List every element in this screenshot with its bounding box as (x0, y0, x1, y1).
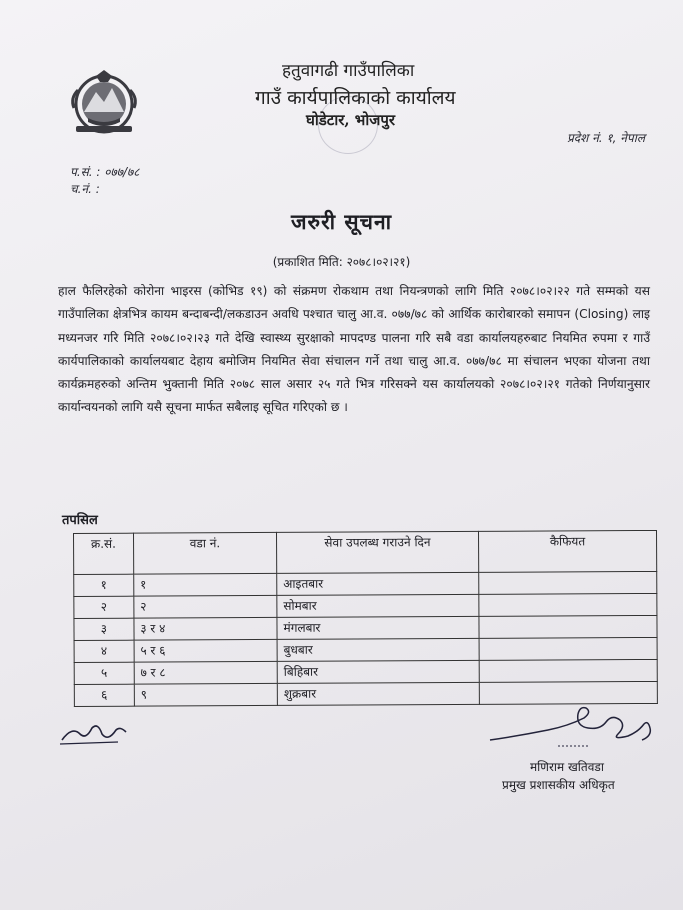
notice-body: हाल फैलिरहेको कोरोना भाइरस (कोभिड १९) को संक्रमण रोकथाम तथा नियन्त्रणको लागि मिति २०७८।०२।२२ गते सम्मको यस गाउँपालिका क्षेत्रभित्र कायम बन्दाबन्दी/लकडाउन अवधि पश्चात चालु आ.व. ०७७/७८ को आर्थिक कारोबारको समापन (Closing) लाइ मध्यनजर गरि मिति २०७८।०२।२३ गते देखि स्वास्थ्य सुरक्षाको मापदण्ड पालना गरि सबै वडा कार्यालयहरुबाट नियमित रुपमा र गाउँ कार्यपालिकाको कार्यालयबाट देहाय बमोजिम नियमित सेवा संचालन गर्ने तथा चालु आ.व. ०७७/७८ मा संचालन भएका योजना तथा कार्यक्रमहरुको अन्तिम भुक्तानी मिति २०७८ साल असार २५ गते भित्र गरिसक्ने यस कार्यालयको २०७८।०२।२१ गतेको निर्णयानुसार कार्यान्वयनको लागि यसै सूचना मार्फत सबैलाइ सूचित गरिएको छ । (58, 284, 650, 415)
remarks-cell (479, 571, 657, 594)
day-cell: मंगलबार (277, 616, 479, 639)
serial-cell: १ (74, 574, 134, 596)
ward-cell: २ (134, 595, 277, 618)
remarks-cell (479, 659, 657, 682)
table-row (74, 593, 657, 618)
header-serial: क्र.सं. (74, 533, 134, 574)
day-cell: सोमबार (277, 594, 479, 617)
table-row (74, 659, 657, 684)
office-address: घोडेटार, भोजपुर (306, 111, 396, 129)
serial-cell: ४ (74, 640, 134, 662)
ward-cell: ७ र ८ (134, 661, 277, 684)
remarks-cell (479, 615, 657, 638)
day-cell: बुधबार (277, 638, 479, 661)
day-cell: बिहिबार (277, 660, 479, 683)
remarks-cell (479, 637, 657, 660)
officer-signature (488, 700, 658, 752)
ward-cell: ५ र ६ (134, 639, 277, 662)
nepal-emblem-icon (66, 68, 142, 136)
serial-cell: २ (74, 596, 134, 618)
dispatch-number: च.नं. : (70, 182, 100, 196)
serial-cell: ६ (74, 684, 134, 706)
notice-title: जरुरी सूचना (290, 210, 393, 234)
table-header-row (74, 530, 657, 574)
table-row (74, 571, 657, 596)
signatory-title: प्रमुख प्रशासकीय अधिकृत (502, 778, 615, 792)
initials-signature (58, 720, 130, 746)
ward-cell: ९ (134, 683, 277, 706)
day-cell: शुक्रबार (277, 682, 479, 705)
service-schedule-table (73, 530, 658, 707)
office-name: गाउँ कार्यपालिकाको कार्यालय (255, 87, 456, 109)
reference-number: प.सं. : ०७७/७८ (70, 165, 140, 179)
signatory-name: मणिराम खतिवडा (530, 760, 604, 774)
serial-cell: ५ (74, 662, 134, 684)
header-remarks: कैफियत (478, 530, 656, 572)
header-service-day: सेवा उपलब्ध गराउने दिन (276, 531, 478, 573)
table-row (74, 637, 657, 662)
municipality-name: हतुवागढी गाउँपालिका (282, 61, 415, 81)
day-cell: आइतबार (277, 572, 479, 595)
details-label: तपसिल (62, 513, 98, 528)
serial-cell: ३ (74, 618, 134, 640)
province-label: प्रदेश नं. १, नेपाल (566, 131, 645, 145)
ward-cell: १ (134, 573, 277, 596)
header-ward: वडा नं. (133, 532, 276, 574)
ward-cell: ३ र ४ (134, 617, 277, 640)
table-row (74, 615, 657, 640)
remarks-cell (479, 593, 657, 616)
published-date: (प्रकाशित मिति: २०७८।०२।२१) (272, 255, 411, 269)
